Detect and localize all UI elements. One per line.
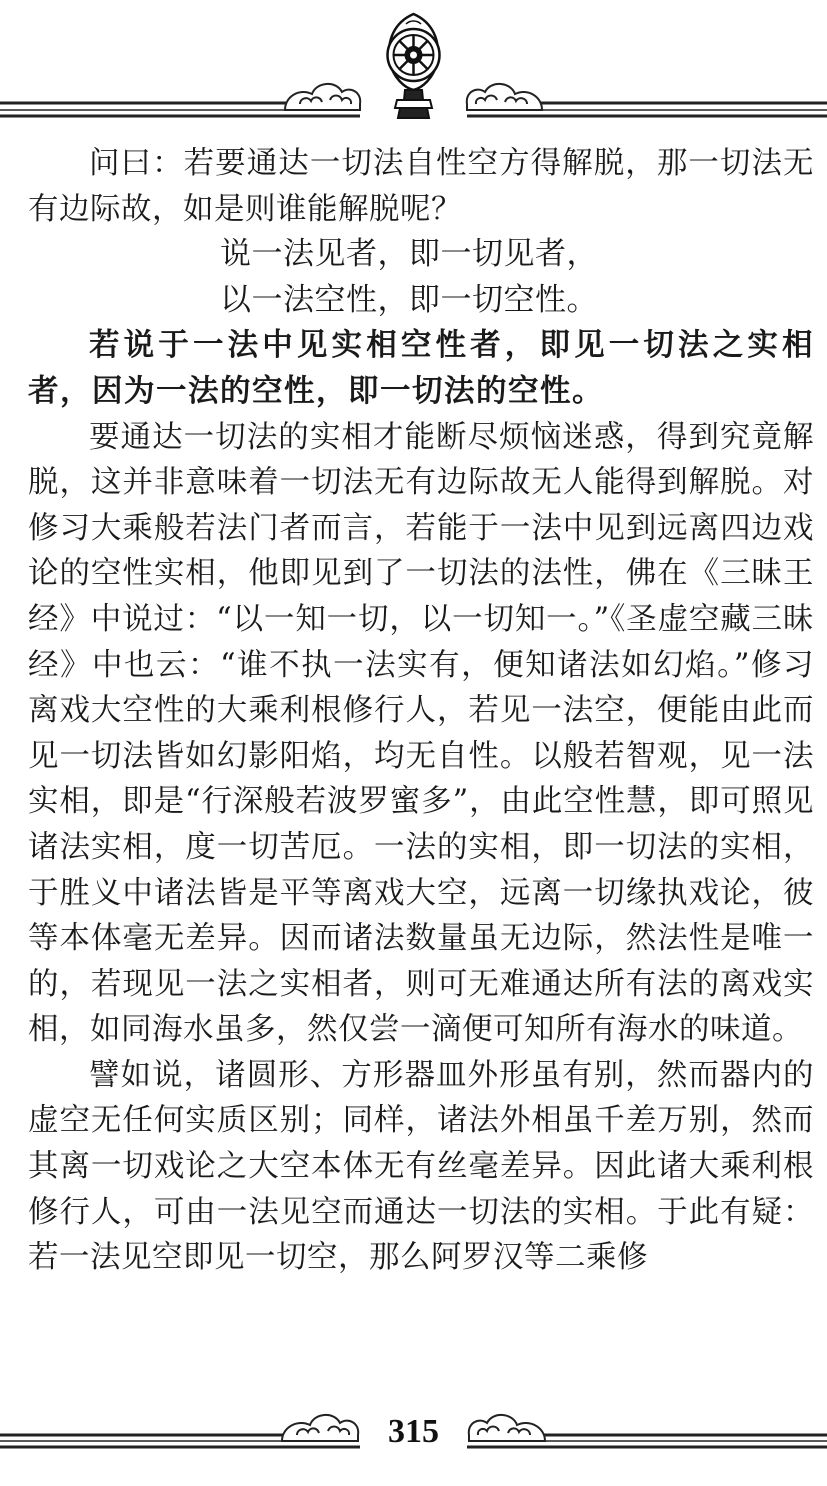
header-ornament: [0, 0, 827, 125]
verse-line-1: 说一法见者，即一切见者，: [220, 236, 598, 273]
cloud-scroll-right-icon: [467, 84, 542, 110]
page-content: [28, 141, 814, 1281]
verse-line-2: 以一法空性，即一切空性。: [220, 281, 598, 318]
question-paragraph: 问曰：若要通达一切法自性空方得解脱，那一切法无有边际故，如是则谁能解脱呢？: [28, 146, 814, 227]
commentary-bold-paragraph: 若说于一法中见实相空性者，即见一切法之实相者，因为一法的空性，即一切法的空性。: [28, 327, 814, 409]
commentary-paragraph-2: 譬如说，诸圆形、方形器皿外形虽有别，然而器内的虚空无任何实质区别；同样，诸法外相虽千差万别，然而其离一切戏论之大空本体无有丝毫差异。因此诸大乘利根修行人，可由一法见空而通达一切法的实相。于此有疑：若一法见空即见一切空，那么阿罗汉等二乘修: [28, 1057, 814, 1276]
cloud-scroll-left-icon: [285, 84, 360, 110]
commentary-paragraph-1: 要通达一切法的实相才能断尽烦恼迷惑，得到究竟解脱，这并非意味着一切法无有边际故无人能得到解脱。对修习大乘般若法门者而言，若能于一法中见到远离四边戏论的空性实相，他即见到了一切法的法性，佛在《三昧王经》中说过：“以一知一切，以一切知一。”《圣虚空藏三昧经》中也云：“谁不执一法实有，便知诸法如幻焰。”修习离戏大空性的大乘利根修行人，若见一法空，便能由此而见一切法皆如幻影阳焰，均无自性。以般若智观，见一法实相，即是“行深般若波罗蜜多”，由此空性慧，即可照见诸法实相，度一切苦厄。一法的实相，即一切法的实相，于胜义中诸法皆是平等离戏大空，远离一切缘执戏论，彼等本体毫无差异。因而诸法数量虽无边际，然法性是唯一的，若现见一法之实相者，则可无难通达所有法的离戏实相，如同海水虽多，然仅尝一滴便可知所有海水的味道。: [28, 419, 814, 1048]
dharma-wheel-icon: [388, 14, 440, 118]
page-number: 315: [388, 1413, 439, 1450]
